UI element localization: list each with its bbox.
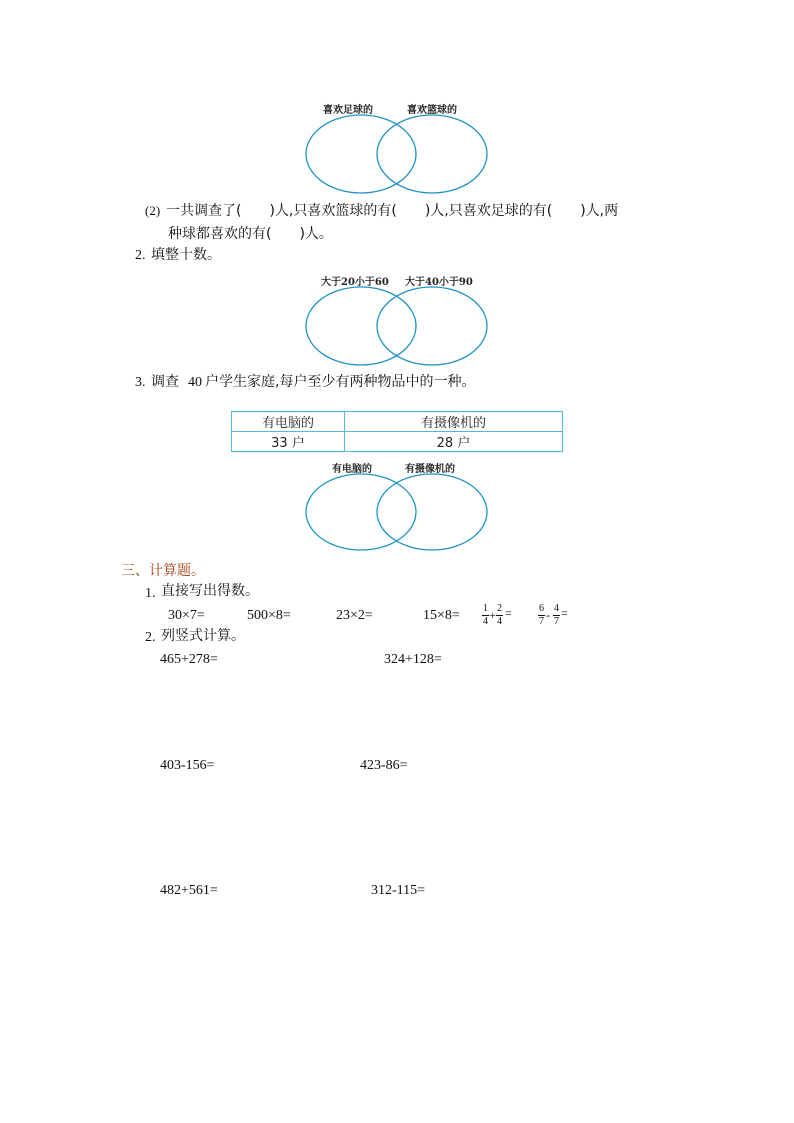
calc2-number: 2.	[145, 630, 156, 645]
fraction-b-operator: -	[546, 608, 550, 622]
table-value-row	[232, 432, 563, 452]
fraction-b2-denominator: 7	[554, 616, 559, 627]
item2-number: 2.	[135, 248, 146, 263]
venn1-right-label: 喜欢篮球的	[407, 105, 457, 116]
venn1-left-circle	[306, 115, 416, 193]
camera-unit: 户	[457, 436, 471, 451]
table-header-camera: 有摄像机的	[345, 412, 563, 432]
venn3-left-label: 有电脑的	[332, 464, 372, 475]
venn2-right-label: 大于40小于90	[405, 277, 473, 288]
vertical-calc-4: 423-86=	[360, 758, 408, 773]
calc1-number: 1.	[145, 586, 156, 601]
computer-count: 33	[271, 436, 288, 451]
fraction-a2-numerator: 2	[497, 603, 502, 614]
section3-title: 三、计算题。	[121, 563, 205, 579]
calc1-expr-3: 23×2=	[336, 608, 373, 623]
fraction-a-operator: +	[489, 608, 496, 622]
table-header-row	[232, 412, 563, 432]
fraction-b-equals: =	[561, 606, 568, 620]
fraction-b1	[538, 604, 545, 627]
fraction-a2	[496, 604, 503, 627]
venn-diagram-1	[300, 112, 500, 202]
venn2-right-circle	[377, 287, 487, 365]
venn2-left-circle	[306, 287, 416, 365]
computer-unit: 户	[291, 436, 305, 451]
q2-marker: (2)	[145, 203, 161, 218]
venn1-left-label: 喜欢足球的	[323, 105, 373, 116]
venn3-left-circle	[306, 474, 416, 550]
venn1-right-circle	[377, 115, 487, 193]
q2-line1: 一共调查了( )人,只喜欢篮球的有( )人,只喜欢足球的有( )人,两	[166, 203, 619, 219]
item3-number: 3.	[135, 375, 146, 390]
vertical-calc-6: 312-115=	[371, 883, 426, 898]
q2-line2: 种球都喜欢的有( )人。	[168, 226, 333, 242]
calc1-expr-1: 30×7=	[168, 608, 205, 623]
fraction-b2	[553, 604, 560, 627]
fraction-a2-denominator: 4	[497, 616, 502, 627]
venn3-right-circle	[377, 474, 487, 550]
item3-count: 40	[188, 375, 202, 390]
calc1-expr-4: 15×8=	[423, 608, 460, 623]
fraction-a-equals: =	[505, 606, 512, 620]
fraction-b1-denominator: 7	[539, 616, 544, 627]
venn2-left-label: 大于20小于60	[321, 277, 389, 288]
venn-diagram-2	[300, 284, 500, 374]
camera-count: 28	[436, 436, 454, 451]
item3-post: 户学生家庭,每户至少有两种物品中的一种。	[205, 374, 476, 390]
calc1-title: 直接写出得数。	[161, 583, 259, 599]
vertical-calc-3: 403-156=	[160, 758, 215, 773]
item2-text: 填整十数。	[151, 247, 221, 263]
table-header-computer: 有电脑的	[232, 412, 345, 432]
fraction-b2-numerator: 4	[554, 603, 559, 614]
survey-table	[231, 411, 563, 452]
calc2-title: 列竖式计算。	[161, 628, 245, 644]
vertical-calc-2: 324+128=	[384, 652, 442, 667]
calc1-expr-2: 500×8=	[247, 608, 291, 623]
vertical-calc-5: 482+561=	[160, 883, 218, 898]
table-cell-computer	[232, 432, 345, 452]
venn3-right-label: 有摄像机的	[405, 464, 455, 475]
table-cell-camera	[345, 432, 563, 452]
vertical-calc-1: 465+278=	[160, 652, 218, 667]
fraction-a1	[482, 604, 489, 627]
venn-diagram-3	[300, 471, 500, 561]
fraction-b1-numerator: 6	[539, 603, 544, 614]
fraction-a1-numerator: 1	[483, 603, 488, 614]
item3-pre: 调查	[151, 374, 179, 390]
fraction-a1-denominator: 4	[483, 616, 488, 627]
